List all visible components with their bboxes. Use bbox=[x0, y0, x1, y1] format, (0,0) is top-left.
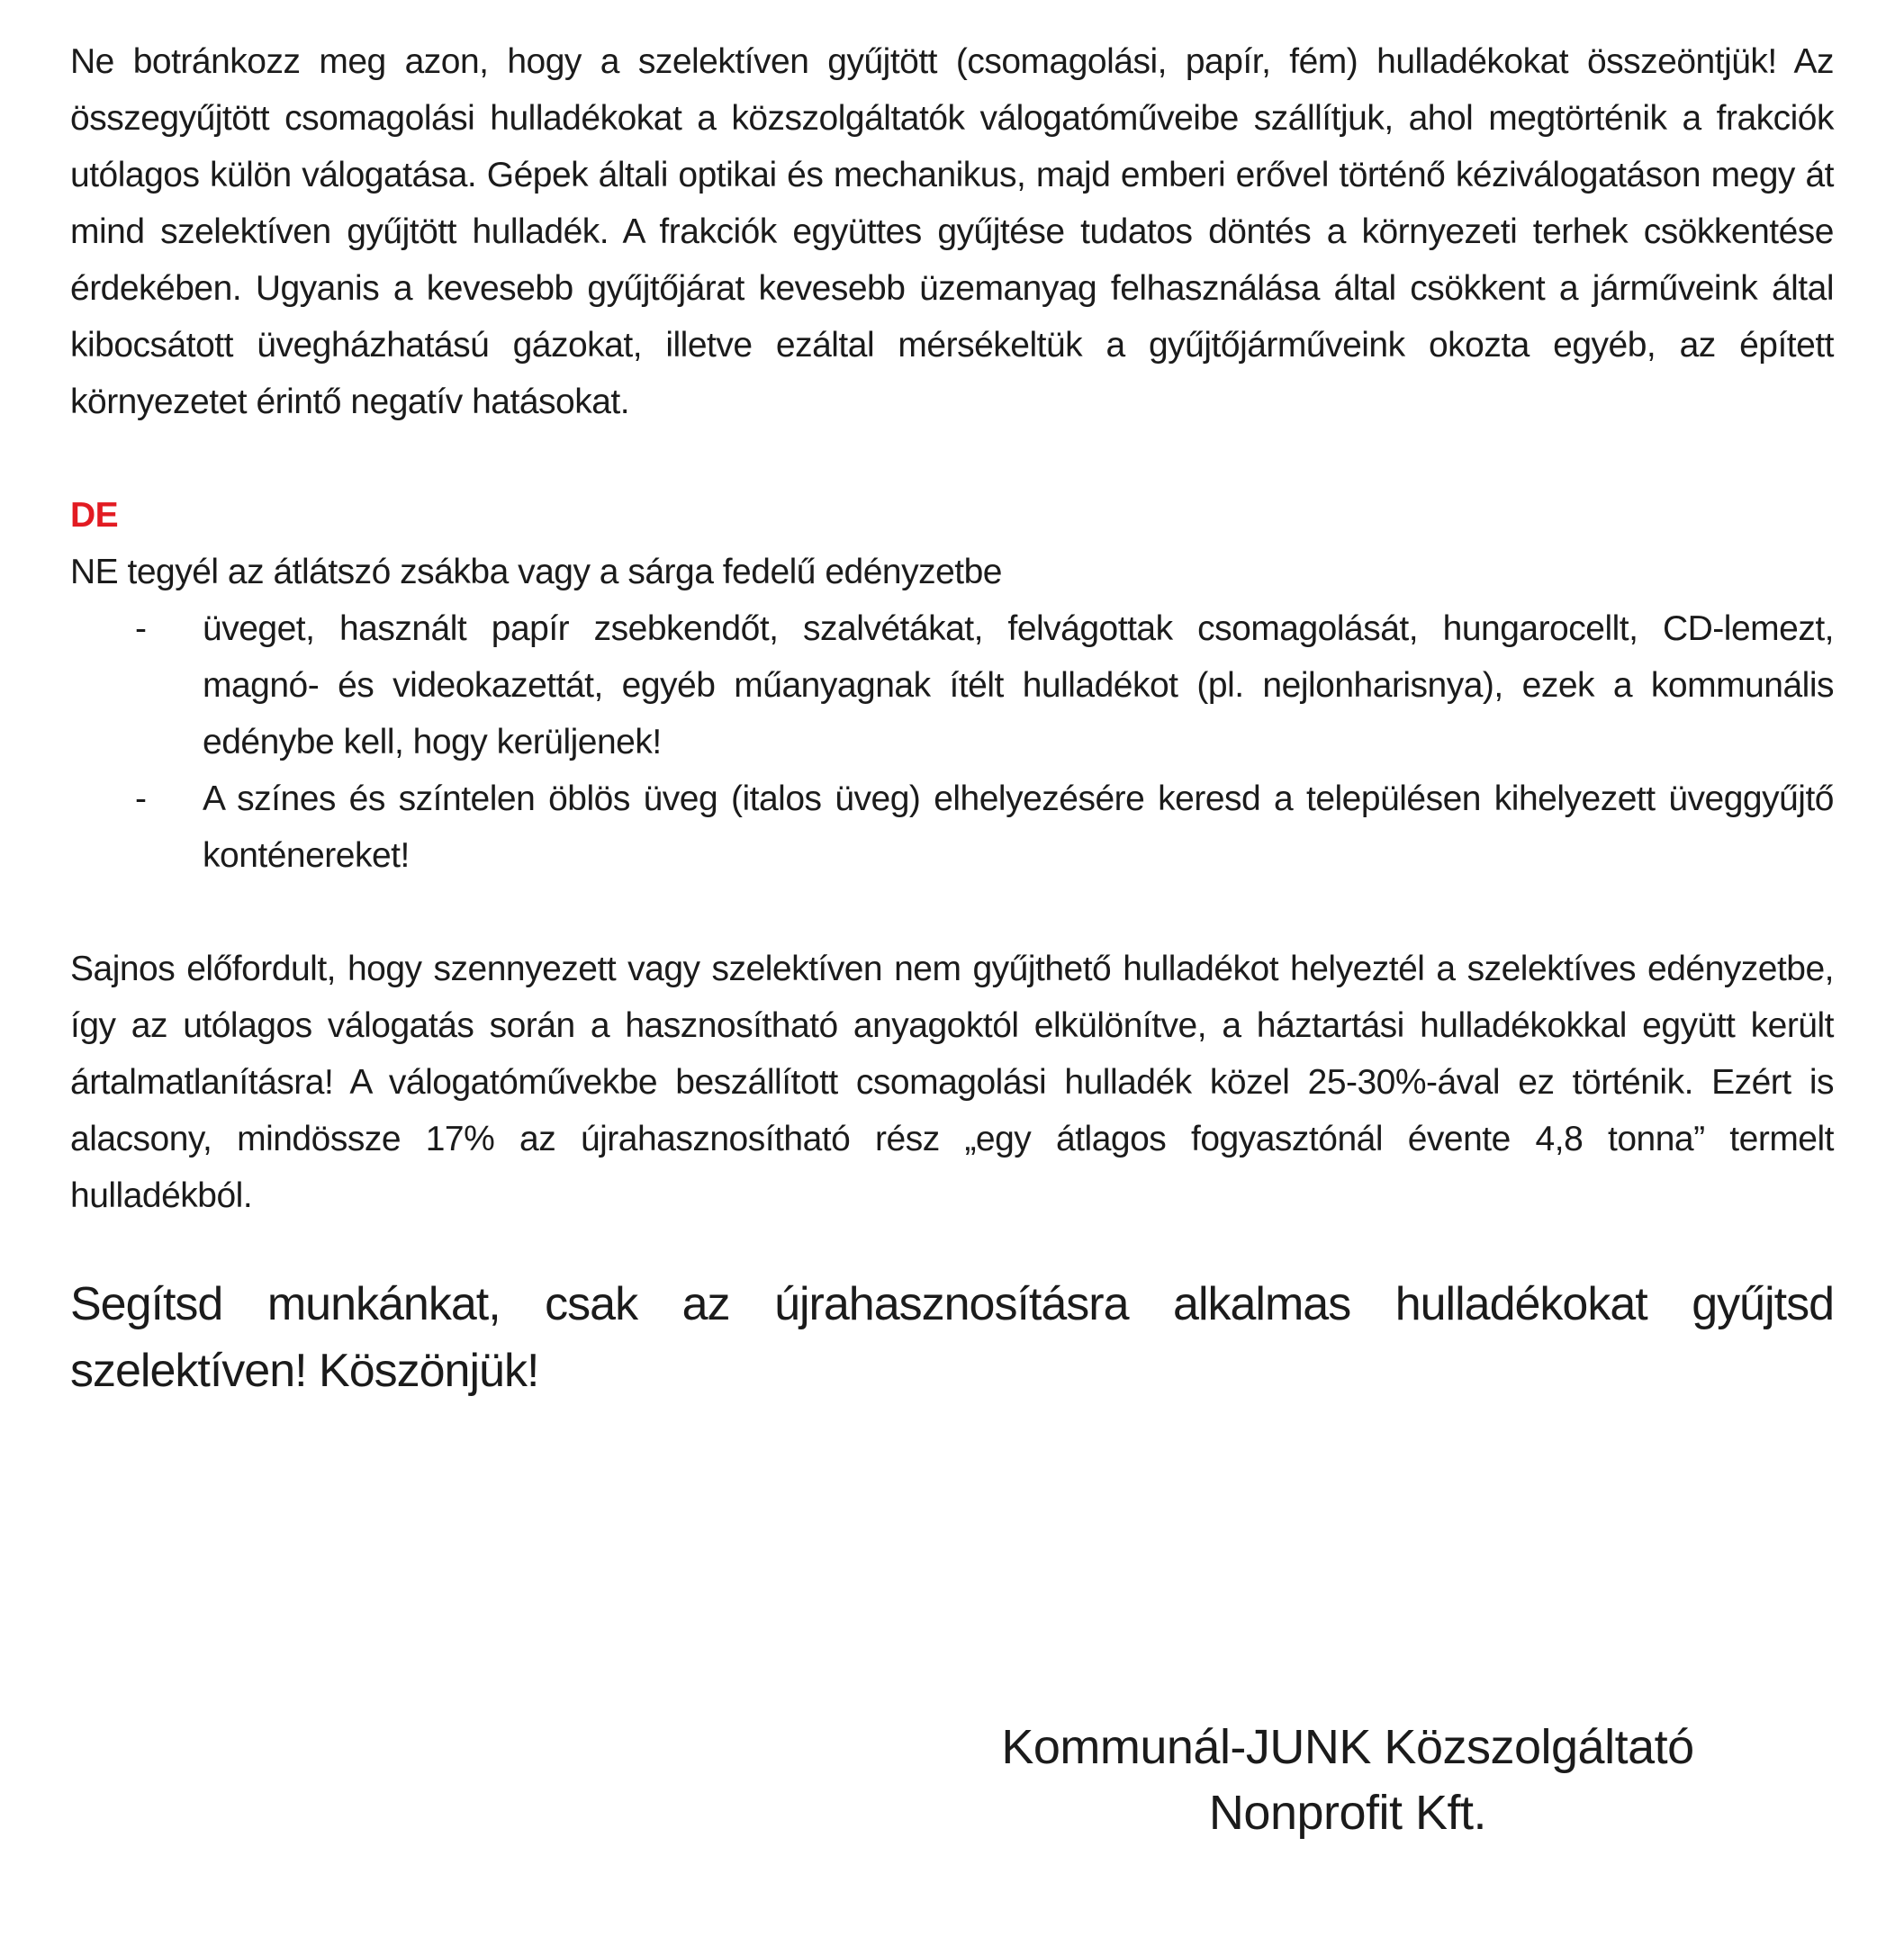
list-item bbox=[70, 600, 1834, 770]
intro-paragraph: Ne botránkozz meg azon, hogy a szelektíven gyűjtött (csomagolási, papír, fém) hulladékokat összeöntjük! Az összegyűjtött csomagolási hulladékokat a közszolgáltatók válogatóműveibe szállítjuk, ahol megtörténik a frakciók utólagos külön válogatása. Gépek általi optikai és mechanikus, majd emberi erővel történő kéziválogatáson megy át mind szelektíven gyűjtött hulladék. A frakciók együttes gyűjtése tudatos döntés a környezeti terhek csökkentése érdekében. Ugyanis a kevesebb gyűjtőjárat kevesebb üzemanyag felhasználása által csökkent a járműveink által kibocsátott üvegházhatású gázokat, illetve ezáltal mérsékeltük a gyűjtőjárműveink okozta egyéb, az épített környezetet érintő negatív hatásokat. bbox=[70, 42, 1834, 421]
contamination-paragraph: Sajnos előfordult, hogy szennyezett vagy szelektíven nem gyűjthető hulladékot helyeztél a szelektíves edényzetbe, így az utólagos válogatás során a hasznosítható anyagoktól elkülönítve, a háztartási hulladékokkal együtt került ártalmatlanításra! A válogatóművekbe beszállított csomagolási hulladék közel 25-30%-ával ez történik. Ezért is alacsony, mindössze 17% az újrahasznosítható rész „egy átlagos fogyasztónál évente 4,8 tonna” termelt hulladékból. bbox=[70, 950, 1834, 1215]
bullet-list bbox=[70, 600, 1834, 884]
de-heading: DE bbox=[70, 496, 119, 535]
signature-line-entity: Nonprofit Kft. bbox=[1208, 1786, 1487, 1840]
list-item bbox=[70, 770, 1834, 884]
bullet-text: A színes és színtelen öblös üveg (italos üveg) elhelyezésére keresd a településen kihelyezett üveggyűjtő konténereket! bbox=[203, 779, 1834, 875]
ne-instruction: NE tegyél az átlátszó zsákba vagy a sárga fedelű edényzetbe bbox=[70, 553, 1002, 591]
closing-paragraph: Segítsd munkánkat, csak az újrahasznosításra alkalmas hulladékokat gyűjtsd szelektíven! Köszönjük! bbox=[70, 1278, 1834, 1397]
bullet-marker: - bbox=[135, 609, 147, 648]
bullet-text: üveget, használt papír zsebkendőt, szalvétákat, felvágottak csomagolását, hungarocellt, CD-lemezt, magnó- és videokazettát, egyéb műanyagnak ítélt hulladékot (pl. nejlonharisnya), ezek a kommunális edénybe kell, hogy kerüljenek! bbox=[203, 609, 1834, 761]
signature-line-company: Kommunál-JUNK Közszolgáltató bbox=[1001, 1720, 1694, 1774]
bullet-marker: - bbox=[135, 779, 147, 818]
signature-block bbox=[943, 1715, 1753, 1846]
